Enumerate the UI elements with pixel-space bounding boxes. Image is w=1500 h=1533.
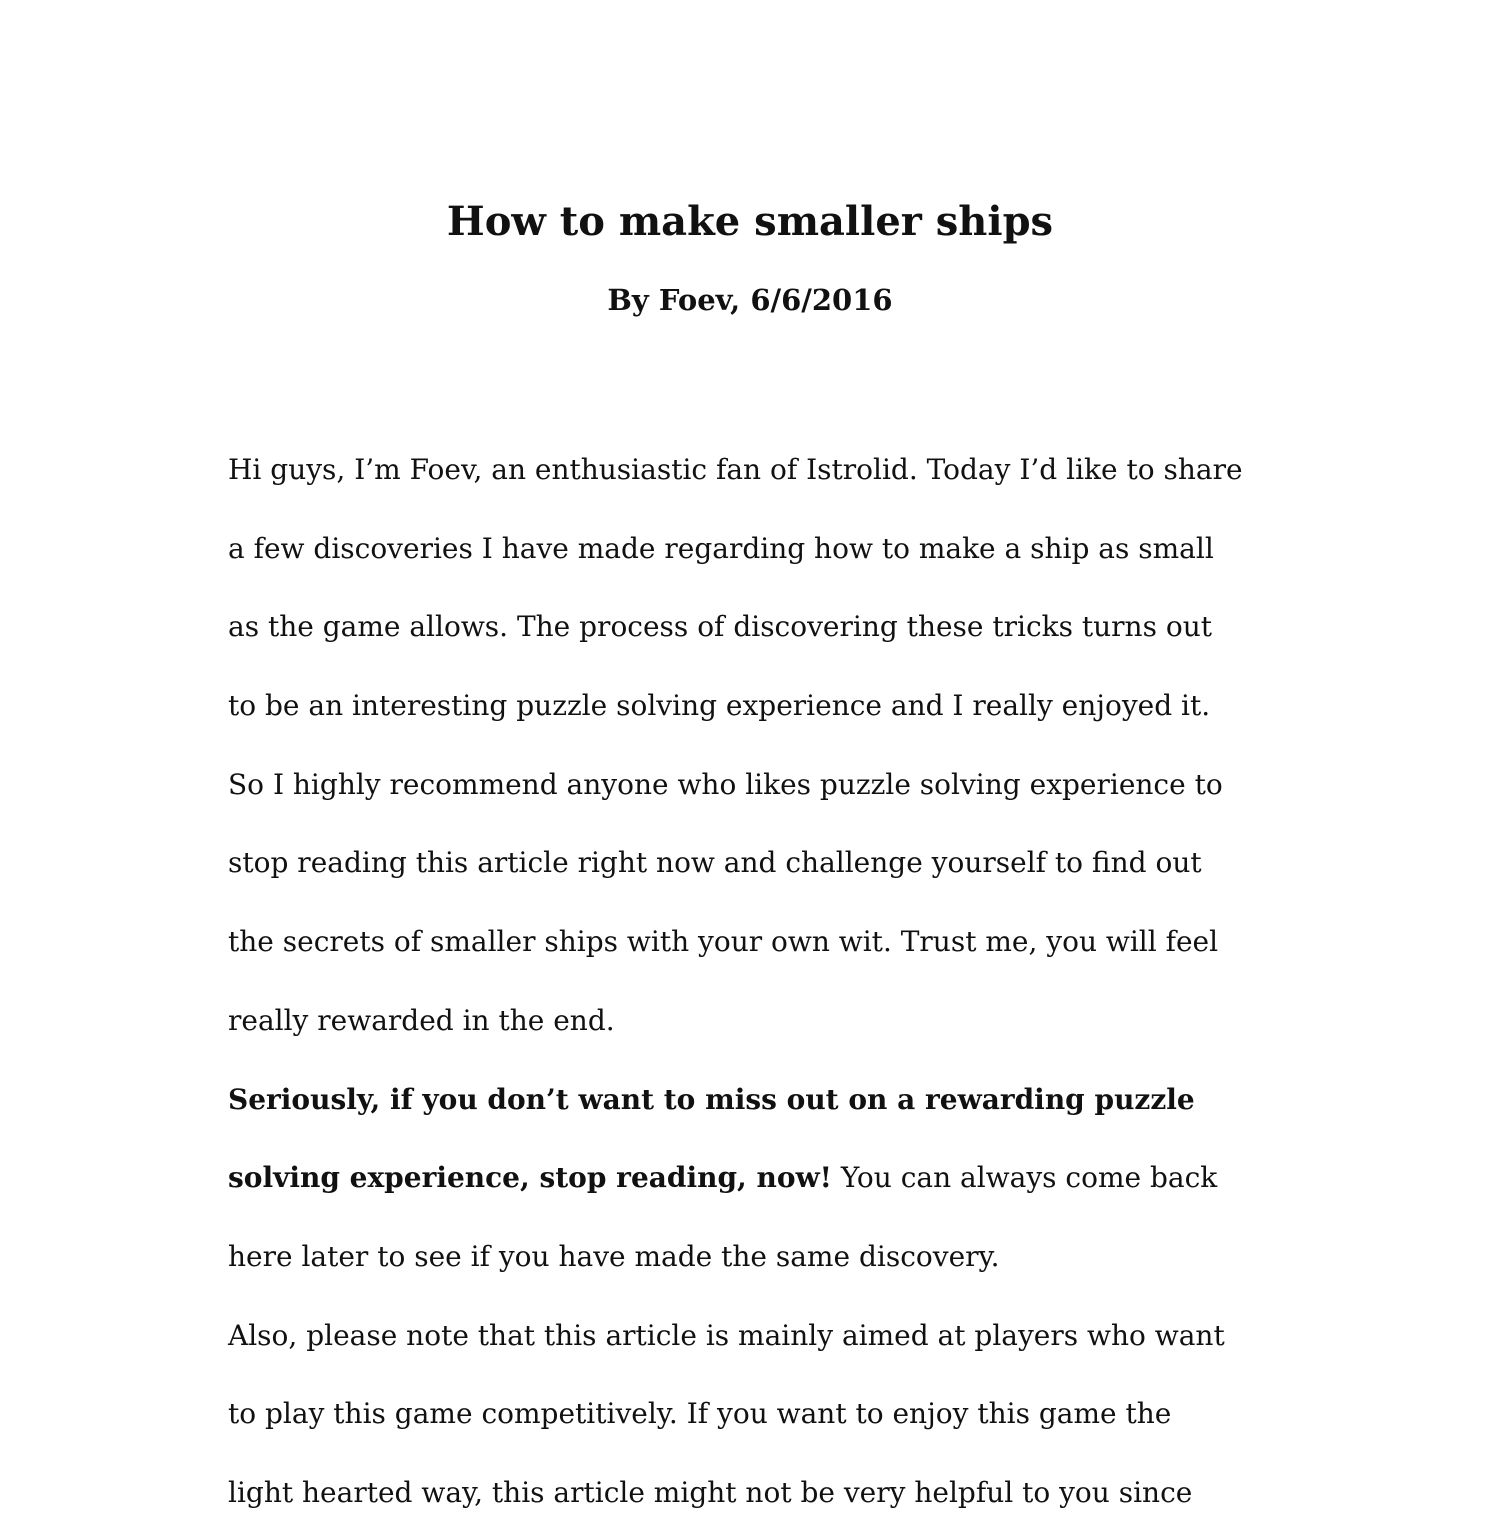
note-line: Also, please note that this article is mainly aimed at players who want	[228, 1318, 1225, 1352]
paragraph-line: Hi guys, I’m Foev, an enthusiastic fan of Istrolid. Today I’d like to share	[228, 453, 1243, 486]
warning-emphasis: solving experience, stop reading, now!	[228, 1161, 832, 1195]
paragraph-line: to be an interesting puzzle solving experience and I really enjoyed it.	[228, 689, 1211, 723]
warning-line: Seriously, if you don’t want to miss out on a rewarding puzzle	[228, 1082, 1195, 1116]
warning-line	[228, 1139, 1288, 1218]
note-line: light hearted way, this article might not be very helpful to you since	[228, 1475, 1193, 1509]
note-line: to play this game competitively. If you want to enjoy this game the	[228, 1397, 1172, 1431]
document-title: How to make smaller ships	[446, 198, 1054, 245]
paragraph-line: the secrets of smaller ships with your own wit. Trust me, you will feel	[228, 925, 1219, 959]
paragraph-line: So I highly recommend anyone who likes puzzle solving experience to	[228, 767, 1223, 801]
paragraph-line: stop reading this article right now and challenge yourself to find out	[228, 846, 1202, 880]
paragraph-line: here later to see if you have made the same discovery.	[228, 1239, 1000, 1273]
warning-rest: You can always come back	[831, 1161, 1218, 1195]
article-body	[228, 431, 1288, 1533]
document-byline: By Foev, 6/6/2016	[607, 283, 893, 317]
paragraph-line: as the game allows. The process of discovering these tricks turns out	[228, 610, 1213, 644]
paragraph-line: a few discoveries I have made regarding how to make a ship as small	[228, 531, 1214, 565]
paragraph-line: really rewarded in the end.	[228, 1003, 615, 1037]
